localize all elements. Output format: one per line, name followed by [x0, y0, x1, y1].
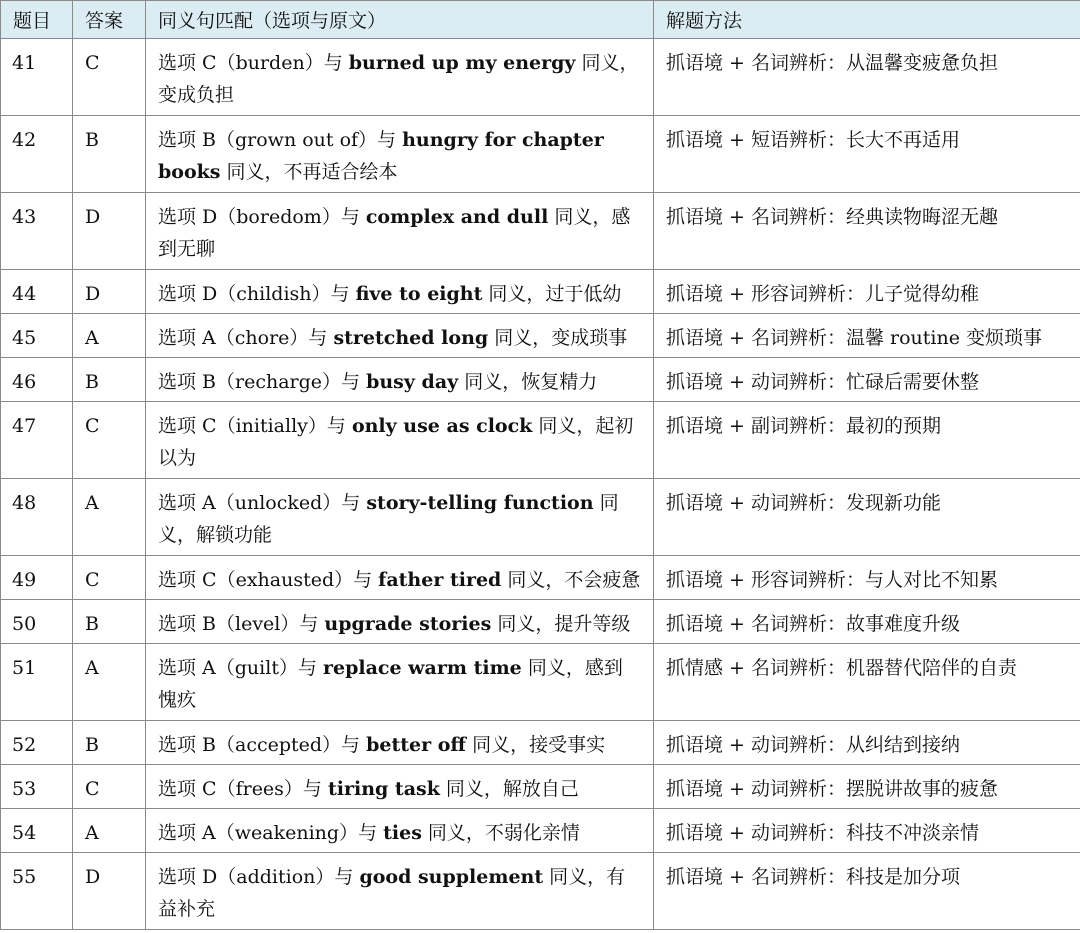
answer-letter: C	[73, 556, 146, 600]
answer-letter: C	[73, 39, 146, 116]
question-number: 45	[1, 314, 73, 358]
synonym-match	[146, 39, 654, 116]
table-row	[1, 402, 1080, 479]
match-keyword: upgrade stories	[324, 613, 492, 635]
solving-method: 抓语境 + 副词辨析：最初的预期	[654, 402, 1080, 479]
match-suffix: 同义，不弱化亲情	[421, 822, 580, 844]
match-prefix: 选项 C（initially）与	[158, 415, 352, 437]
solving-method: 抓语境 + 动词辨析：科技不冲淡亲情	[654, 809, 1080, 853]
solving-method: 抓语境 + 形容词辨析：儿子觉得幼稚	[654, 270, 1080, 314]
match-keyword: replace warm time	[323, 657, 522, 679]
table-row	[1, 600, 1080, 644]
synonym-match	[146, 600, 654, 644]
synonym-match	[146, 809, 654, 853]
synonym-match	[146, 270, 654, 314]
match-keyword: busy day	[366, 371, 459, 393]
question-number: 41	[1, 39, 73, 116]
header-synonym-match: 同义句匹配（选项与原文）	[146, 1, 654, 39]
match-prefix: 选项 B（recharge）与	[158, 371, 367, 393]
answer-letter: A	[73, 314, 146, 358]
header-answer: 答案	[73, 1, 146, 39]
match-keyword: complex and dull	[365, 206, 549, 228]
synonym-match	[146, 402, 654, 479]
question-number: 44	[1, 270, 73, 314]
synonym-match	[146, 479, 654, 556]
answer-letter: D	[73, 853, 146, 930]
solving-method: 抓语境 + 名词辨析：故事难度升级	[654, 600, 1080, 644]
table-row	[1, 479, 1080, 556]
question-number: 55	[1, 853, 73, 930]
solving-method: 抓语境 + 名词辨析：科技是加分项	[654, 853, 1080, 930]
table-row	[1, 314, 1080, 358]
match-prefix: 选项 D（addition）与	[158, 866, 360, 888]
match-suffix: 同义，感到愧疚	[158, 657, 623, 711]
answer-letter: D	[73, 270, 146, 314]
answer-letter: A	[73, 644, 146, 721]
header-question-number: 题目	[1, 1, 73, 39]
match-prefix: 选项 C（exhausted）与	[158, 569, 379, 591]
answer-letter: B	[73, 358, 146, 402]
question-number: 52	[1, 721, 73, 765]
question-number: 54	[1, 809, 73, 853]
match-keyword: better off	[366, 734, 467, 756]
solving-method: 抓语境 + 动词辨析：忙碌后需要休整	[654, 358, 1080, 402]
match-keyword: only use as clock	[351, 415, 533, 437]
match-suffix: 同义，过于低幼	[482, 283, 622, 305]
question-number: 48	[1, 479, 73, 556]
solving-method: 抓语境 + 动词辨析：摆脱讲故事的疲惫	[654, 765, 1080, 809]
synonym-match	[146, 116, 654, 193]
match-suffix: 同义，解锁功能	[158, 492, 619, 546]
match-suffix: 同义，变成琐事	[488, 327, 628, 349]
solving-method: 抓语境 + 名词辨析：经典读物晦涩无趣	[654, 193, 1080, 270]
table-row	[1, 853, 1080, 930]
match-keyword: tiring task	[327, 778, 440, 800]
table-row	[1, 116, 1080, 193]
match-keyword: five to eight	[355, 283, 483, 305]
table-row	[1, 556, 1080, 600]
match-suffix: 同义，变成负担	[158, 52, 639, 106]
match-suffix: 同义，感到无聊	[158, 206, 631, 260]
match-suffix: 同义，有益补充	[158, 866, 626, 920]
table-row	[1, 765, 1080, 809]
solving-method: 抓语境 + 名词辨析：温馨 routine 变烦琐事	[654, 314, 1080, 358]
table-row	[1, 270, 1080, 314]
synonym-match	[146, 644, 654, 721]
match-keyword: father tired	[378, 569, 502, 591]
table-row	[1, 193, 1080, 270]
synonym-match	[146, 765, 654, 809]
match-suffix: 同义，起初以为	[158, 415, 634, 469]
question-number: 46	[1, 358, 73, 402]
table-row	[1, 358, 1080, 402]
table-row	[1, 644, 1080, 721]
answer-letter: B	[73, 721, 146, 765]
match-prefix: 选项 A（guilt）与	[158, 657, 323, 679]
match-prefix: 选项 B（grown out of）与	[158, 129, 403, 151]
synonym-match	[146, 556, 654, 600]
match-keyword: burned up my energy	[348, 52, 576, 74]
match-prefix: 选项 B（level）与	[158, 613, 325, 635]
match-prefix: 选项 D（boredom）与	[158, 206, 366, 228]
synonym-match	[146, 721, 654, 765]
match-suffix: 同义，接受事实	[466, 734, 606, 756]
match-keyword: good supplement	[359, 866, 544, 888]
table-body	[1, 39, 1080, 930]
match-keyword: story-telling function	[366, 492, 594, 514]
answer-letter: B	[73, 116, 146, 193]
synonym-match	[146, 193, 654, 270]
solving-method: 抓语境 + 名词辨析：从温馨变疲惫负担	[654, 39, 1080, 116]
match-keyword: ties	[383, 822, 422, 844]
question-number: 43	[1, 193, 73, 270]
question-number: 51	[1, 644, 73, 721]
match-suffix: 同义，解放自己	[439, 778, 579, 800]
question-number: 49	[1, 556, 73, 600]
match-suffix: 同义，不会疲惫	[501, 569, 641, 591]
match-prefix: 选项 C（burden）与	[158, 52, 349, 74]
match-keyword: stretched long	[333, 327, 489, 349]
solving-method: 抓语境 + 形容词辨析：与人对比不知累	[654, 556, 1080, 600]
answer-letter: A	[73, 809, 146, 853]
match-prefix: 选项 B（accepted）与	[158, 734, 367, 756]
question-number: 42	[1, 116, 73, 193]
question-number: 47	[1, 402, 73, 479]
match-suffix: 同义，恢复精力	[458, 371, 598, 393]
match-suffix: 同义，提升等级	[491, 613, 631, 635]
synonym-match	[146, 358, 654, 402]
answer-letter: C	[73, 402, 146, 479]
solving-method: 抓语境 + 短语辨析：长大不再适用	[654, 116, 1080, 193]
answer-letter: B	[73, 600, 146, 644]
synonym-match	[146, 853, 654, 930]
solving-method: 抓情感 + 名词辨析：机器替代陪伴的自责	[654, 644, 1080, 721]
answer-letter: D	[73, 193, 146, 270]
match-prefix: 选项 C（frees）与	[158, 778, 328, 800]
match-prefix: 选项 A（unlocked）与	[158, 492, 367, 514]
header-method: 解题方法	[654, 1, 1080, 39]
synonym-match	[146, 314, 654, 358]
table-row	[1, 39, 1080, 116]
match-keyword: hungry for chapter books	[158, 129, 604, 183]
answer-letter: C	[73, 765, 146, 809]
solving-method: 抓语境 + 动词辨析：从纠结到接纳	[654, 721, 1080, 765]
table-header	[1, 1, 1080, 39]
match-prefix: 选项 A（chore）与	[158, 327, 334, 349]
solving-method: 抓语境 + 动词辨析：发现新功能	[654, 479, 1080, 556]
question-number: 50	[1, 600, 73, 644]
match-prefix: 选项 D（childish）与	[158, 283, 356, 305]
answer-letter: A	[73, 479, 146, 556]
match-suffix: 同义，不再适合绘本	[220, 161, 398, 183]
question-number: 53	[1, 765, 73, 809]
table-row	[1, 721, 1080, 765]
table-row	[1, 809, 1080, 853]
match-prefix: 选项 A（weakening）与	[158, 822, 384, 844]
